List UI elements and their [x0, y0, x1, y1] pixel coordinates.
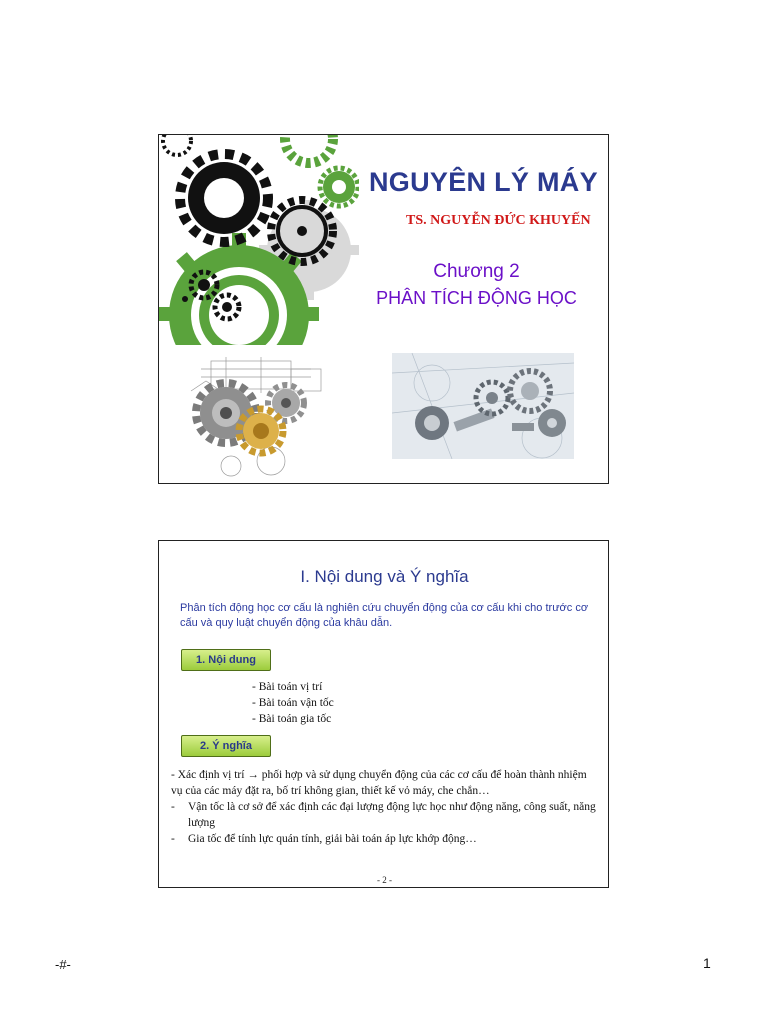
intro-text: Phân tích động học cơ cấu là nghiên cứu chuyển động của cơ cấu khi cho trước cơ cấu và quy luật chuyển động của khâu dẫn. [180, 602, 589, 629]
content-slide [158, 540, 609, 888]
bullet-marker: - [171, 801, 175, 813]
course-title: NGUYÊN LÝ MÁY [369, 167, 598, 197]
title-slide [158, 134, 609, 484]
page-number: 1 [703, 955, 711, 971]
list-item: - Bài toán vị trí [252, 681, 323, 693]
meaning-text [171, 767, 601, 847]
section-heading: I. Nội dung và Ý nghĩa [300, 567, 469, 586]
content-tag: 1. Nội dung [181, 649, 271, 671]
chapter-label: Chương 2 [433, 261, 520, 282]
list-item: - Bài toán vận tốc [252, 697, 334, 709]
slide-page-number: - 2 - [377, 875, 392, 885]
gears-drawing-photo [171, 351, 346, 481]
bullet-marker: - [171, 833, 175, 845]
meaning-paragraph: - Xác định vị trí → phối hợp và sử dụng chuyển động của các cơ cấu để hoàn thành nhiệm vụ của các máy đặt ra, bố trí không gian, thiết kế vỏ máy, che chắn… [171, 769, 587, 797]
bullet-text: Vận tốc là cơ sở để xác định các đại lượng động lực học như động năng, công suất, năng lượng [188, 801, 596, 829]
meaning-tag: 2. Ý nghĩa [181, 735, 271, 757]
black-gear-icon [180, 154, 268, 242]
gears-illustration [159, 135, 359, 345]
bullet-text: Gia tốc để tính lực quán tính, giải bài toán áp lực khớp động… [188, 833, 477, 845]
machine-parts-photo [392, 353, 574, 459]
list-item [171, 831, 601, 847]
author-name: TS. NGUYỄN ĐỨC KHUYẾN [406, 213, 591, 228]
list-item: - Bài toán gia tốc [252, 713, 332, 725]
content-list [252, 679, 334, 727]
chapter-title: PHÂN TÍCH ĐỘNG HỌC [376, 288, 577, 308]
list-item [171, 799, 601, 831]
footer-marker: -#- [55, 957, 71, 972]
